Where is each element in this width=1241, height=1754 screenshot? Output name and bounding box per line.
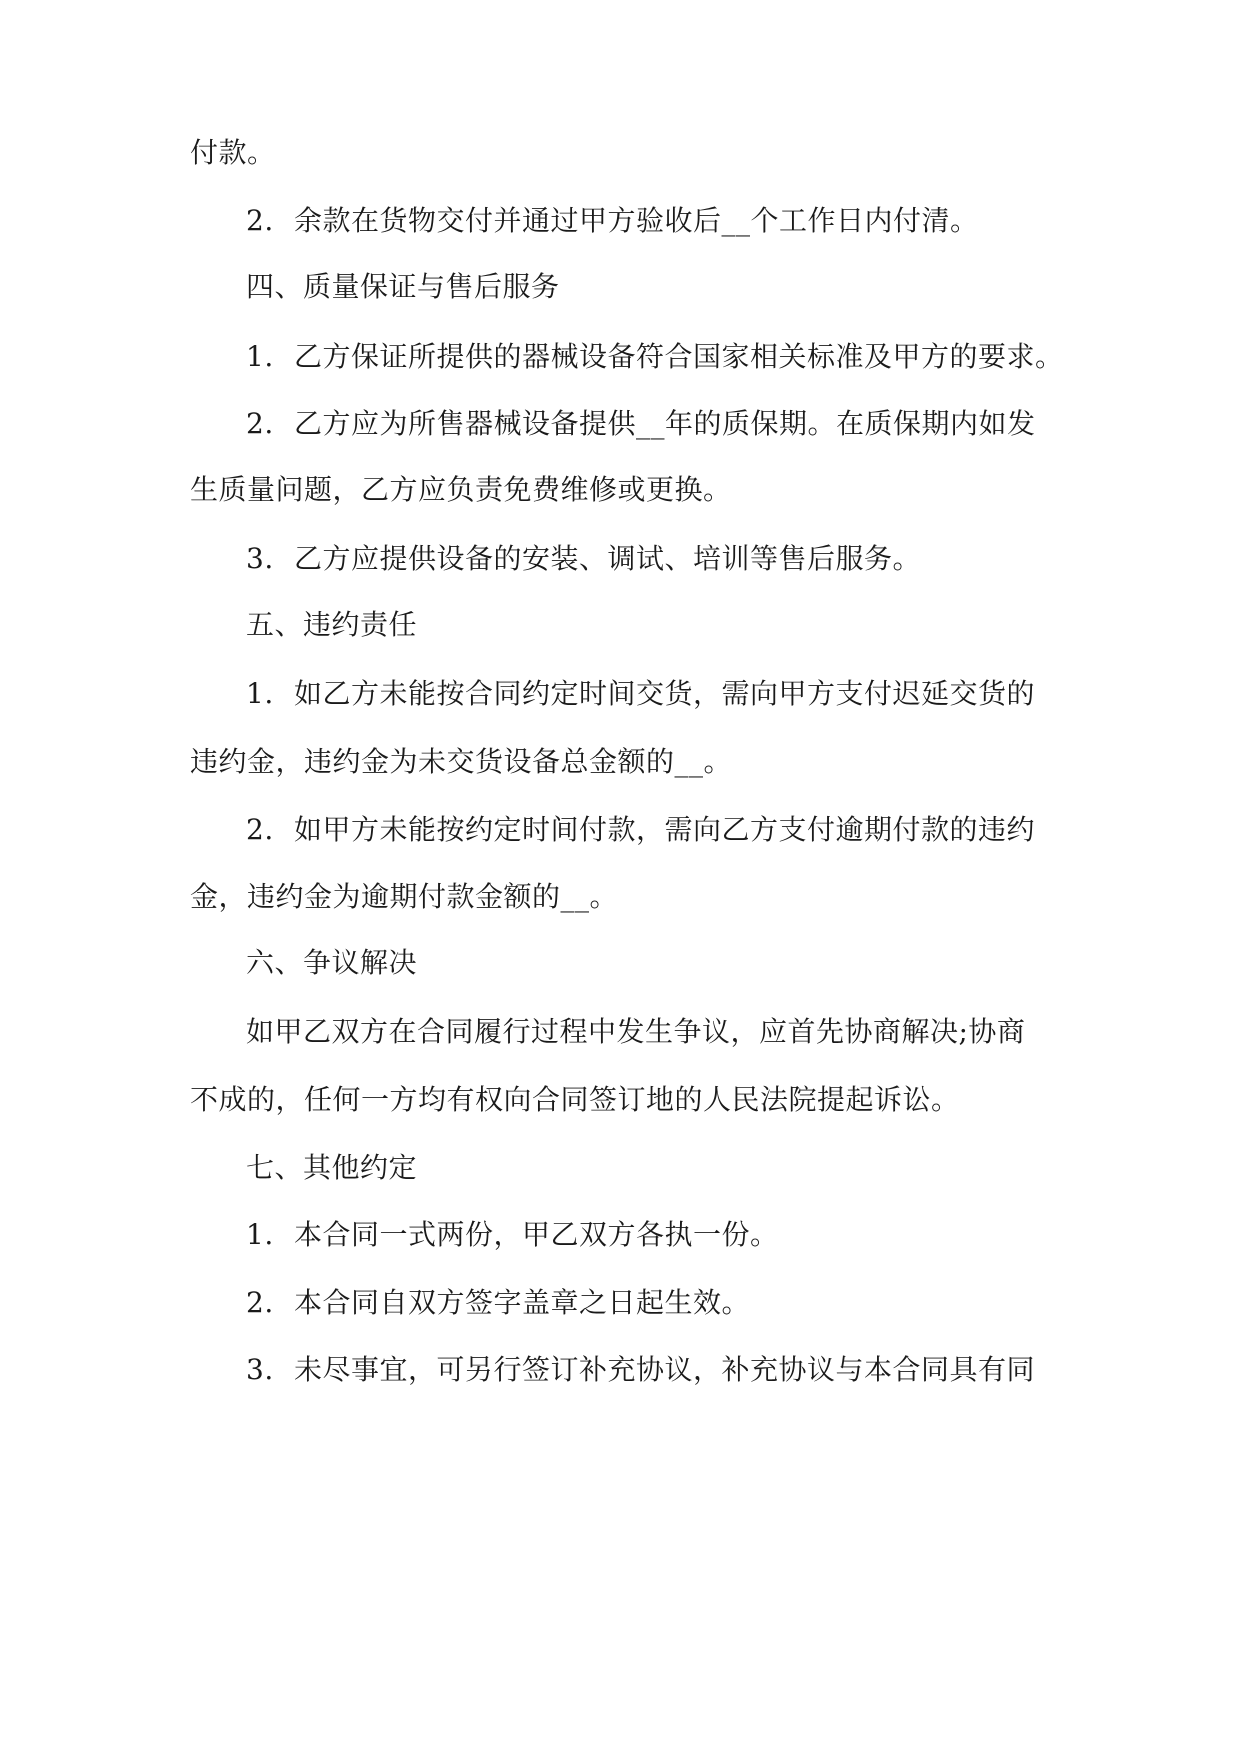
list-item — [246, 812, 1035, 848]
list-item — [246, 339, 1064, 375]
line-text: 本合同一式两份，甲乙双方各执一份。 — [294, 1218, 779, 1251]
line-text: 金，违约金为逾期付款金额的__。 — [190, 880, 619, 913]
paragraph-line — [190, 472, 732, 508]
paragraph-line — [190, 744, 732, 780]
line-text: 不成的，任何一方均有权向合同签订地的人民法院提起诉讼。 — [190, 1083, 960, 1116]
list-number: 3. — [246, 1353, 274, 1386]
section-heading — [246, 607, 417, 643]
list-item — [246, 203, 979, 239]
heading-text: 六、争议解决 — [246, 946, 418, 979]
list-number: 1. — [246, 677, 274, 710]
line-text: 乙方应为所售器械设备提供__年的质保期。在质保期内如发 — [294, 407, 1036, 440]
line-text: 如乙方未能按合同约定时间交货，需向甲方支付迟延交货的 — [294, 677, 1036, 710]
line-text: 如甲方未能按约定时间付款，需向乙方支付逾期付款的违约 — [294, 813, 1036, 846]
line-text: 付款。 — [190, 136, 276, 169]
heading-text: 五、违约责任 — [246, 608, 418, 641]
line-text: 生质量问题，乙方应负责免费维修或更换。 — [190, 473, 732, 506]
heading-text: 七、其他约定 — [246, 1151, 418, 1184]
line-text: 如甲乙双方在合同履行过程中发生争议，应首先协商解决;协商 — [246, 1015, 1026, 1048]
line-text: 未尽事宜，可另行签订补充协议，补充协议与本合同具有同 — [294, 1353, 1036, 1386]
section-heading — [246, 1150, 417, 1186]
list-item — [246, 406, 1036, 442]
list-number: 2. — [246, 813, 274, 846]
line-text: 本合同自双方签字盖章之日起生效。 — [294, 1286, 751, 1319]
list-item — [246, 1352, 1035, 1388]
section-heading — [246, 269, 560, 305]
heading-text: 四、质量保证与售后服务 — [246, 270, 560, 303]
paragraph-line — [190, 1082, 960, 1118]
section-heading — [246, 945, 417, 981]
paragraph-line — [246, 1014, 1025, 1050]
list-number: 1. — [246, 1218, 274, 1251]
list-item — [246, 676, 1035, 712]
paragraph-line — [190, 879, 618, 915]
list-number: 2. — [246, 204, 274, 237]
list-item — [246, 1285, 750, 1321]
line-text: 余款在货物交付并通过甲方验收后__个工作日内付清。 — [294, 204, 979, 237]
list-number: 2. — [246, 1286, 274, 1319]
list-number: 1. — [246, 340, 274, 373]
list-item — [246, 1217, 779, 1253]
paragraph-line — [190, 135, 276, 171]
list-item — [246, 541, 921, 577]
line-text: 违约金，违约金为未交货设备总金额的__。 — [190, 745, 733, 778]
line-text: 乙方应提供设备的安装、调试、培训等售后服务。 — [294, 542, 922, 575]
line-text: 乙方保证所提供的器械设备符合国家相关标准及甲方的要求。 — [294, 340, 1064, 373]
list-number: 2. — [246, 407, 274, 440]
list-number: 3. — [246, 542, 274, 575]
